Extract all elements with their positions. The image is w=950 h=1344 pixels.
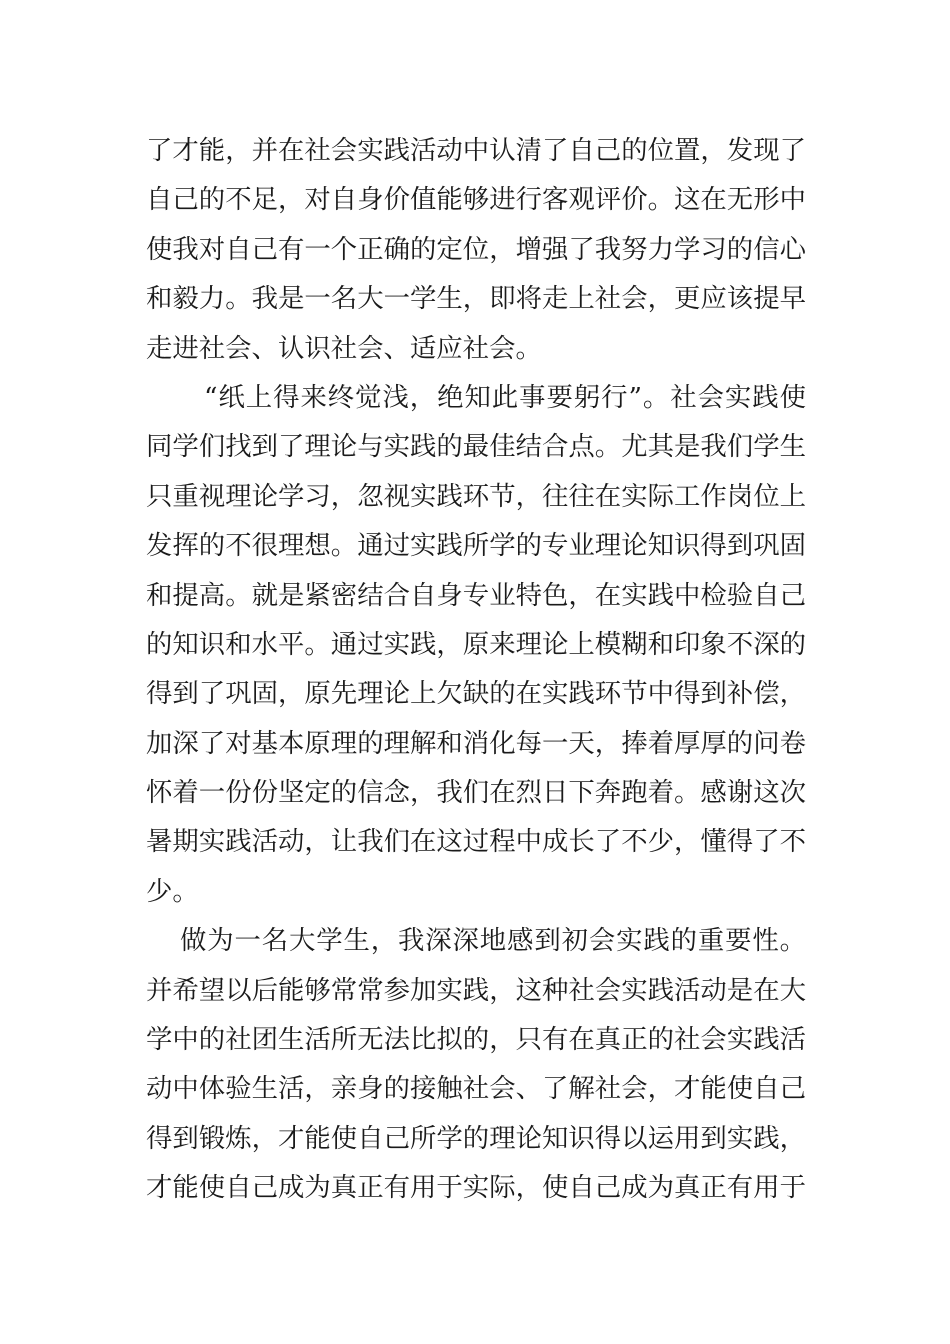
text-line: 少。 — [146, 875, 199, 907]
text-line: 做为一名大学生，我深深地感到初会实践的重要性。 — [180, 925, 806, 957]
text-line: 发挥的不很理想。通过实践所学的专业理论知识得到巩固 — [146, 530, 806, 562]
text-line: 同学们找到了理论与实践的最佳结合点。尤其是我们学生 — [146, 431, 806, 463]
text-line: 了才能，并在社会实践活动中认清了自己的位置，发现了 — [146, 135, 806, 166]
text-line: 暑期实践活动，让我们在这过程中成长了不少，懂得了不 — [146, 826, 806, 858]
text-line: 学中的社团生活所无法比拟的，只有在真正的社会实践活 — [146, 1024, 806, 1056]
text-line: 得到锻炼，才能使自己所学的理论知识得以运用到实践， — [146, 1122, 806, 1154]
text-line: 得到了巩固，原先理论上欠缺的在实践环节中得到补偿， — [146, 678, 806, 710]
text-line: 并希望以后能够常常参加实践，这种社会实践活动是在大 — [146, 974, 806, 1006]
document-body — [146, 126, 806, 1213]
text-line: 和提高。就是紧密结合自身专业特色，在实践中检验自己 — [146, 579, 806, 611]
text-line: 使我对自己有一个正确的定位，增强了我努力学习的信心 — [146, 233, 806, 265]
text-line: “纸上得来终觉浅，绝知此事要躬行”。社会实践使 — [204, 381, 806, 413]
text-line: 的知识和水平。通过实践，原来理论上模糊和印象不深的 — [146, 628, 806, 660]
text-line: 只重视理论学习，忽视实践环节，往往在实际工作岗位上 — [146, 480, 806, 512]
text-line: 自己的不足，对自身价值能够进行客观评价。这在无形中 — [146, 184, 806, 216]
text-line: 走进社会、认识社会、适应社会。 — [146, 332, 542, 364]
text-line: 才能使自己成为真正有用于实际，使自己成为真正有用于 — [146, 1172, 806, 1204]
text-line: 和毅力。我是一名大一学生，即将走上社会，更应该提早 — [146, 283, 806, 315]
text-line: 动中体验生活，亲身的接触社会、了解社会，才能使自己 — [146, 1073, 806, 1105]
text-line: 加深了对基本原理的理解和消化每一天，捧着厚厚的问卷 — [146, 727, 806, 759]
text-line: 怀着一份份坚定的信念，我们在烈日下奔跑着。感谢这次 — [146, 777, 806, 809]
